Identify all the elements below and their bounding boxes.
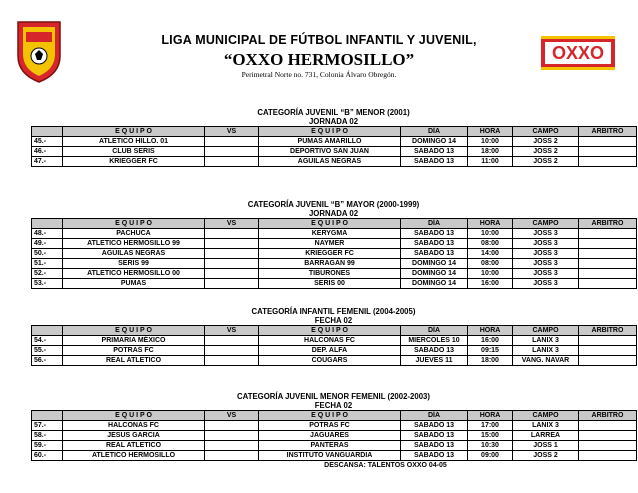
table-header-row [32, 219, 637, 229]
referee [579, 157, 637, 167]
referee [579, 356, 637, 366]
header-cell: E Q U I P O [63, 219, 205, 229]
referee [579, 451, 637, 461]
table-header-row [32, 127, 637, 137]
match-time: 18:00 [468, 147, 513, 157]
category-title: CATEGORÍA INFANTIL FEMENIL (2004-2005) [251, 307, 416, 316]
table-row [32, 259, 637, 269]
match-number: 47.- [32, 157, 63, 167]
match-day: SABADO 13 [401, 147, 468, 157]
rest-team-note: DESCANSA: TALENTOS OXXO 04-05 [324, 462, 447, 469]
match-day: SABADO 13 [401, 451, 468, 461]
rest-spacer [32, 461, 259, 471]
vs-cell [205, 336, 259, 346]
match-time: 16:00 [468, 279, 513, 289]
match-number: 59.- [32, 441, 63, 451]
referee [579, 279, 637, 289]
referee [579, 229, 637, 239]
league-subtitle: “OXXO HERMOSILLO” [223, 50, 415, 69]
category-round: FECHA 02 [314, 401, 353, 410]
header-cell: E Q U I P O [63, 127, 205, 137]
away-team: AGUILAS NEGRAS [259, 157, 401, 167]
match-field: JOSS 3 [513, 269, 579, 279]
table-row [32, 239, 637, 249]
table-row [32, 157, 637, 167]
category-title: CATEGORÍA JUVENIL “B” MAYOR (2000-1999) [247, 200, 420, 209]
match-field: JOSS 3 [513, 279, 579, 289]
home-team: REAL ATLETICO [63, 441, 205, 451]
vs-cell [205, 239, 259, 249]
match-time: 16:00 [468, 336, 513, 346]
referee [579, 239, 637, 249]
match-time: 10:00 [468, 137, 513, 147]
table-row [32, 269, 637, 279]
header-cell [32, 411, 63, 421]
schedule-table [31, 126, 637, 167]
match-field: JOSS 3 [513, 249, 579, 259]
header-cell: DÍA [401, 326, 468, 336]
vs-cell [205, 147, 259, 157]
header-cell: E Q U I P O [63, 411, 205, 421]
match-day: DOMINGO 14 [401, 137, 468, 147]
home-team: SERIS 99 [63, 259, 205, 269]
match-field: LANIX 3 [513, 421, 579, 431]
vs-cell [205, 259, 259, 269]
match-number: 48.- [32, 229, 63, 239]
vs-cell [205, 451, 259, 461]
match-number: 55.- [32, 346, 63, 356]
league-address: Perimetral Norte no. 731, Colonia Álvaro Obregón. [241, 70, 397, 79]
header-cell: ARBITRO [579, 326, 637, 336]
away-team: KRIEGGER FC [259, 249, 401, 259]
rest-spacer [513, 461, 637, 471]
vs-cell [205, 441, 259, 451]
vs-cell [205, 431, 259, 441]
header-cell [32, 127, 63, 137]
category-section [31, 108, 636, 167]
table-row [32, 356, 637, 366]
table-header-row [32, 326, 637, 336]
away-team: POTRAS FC [259, 421, 401, 431]
match-field: LANIX 3 [513, 336, 579, 346]
header-cell: ARBITRO [579, 411, 637, 421]
match-time: 17:00 [468, 421, 513, 431]
header-cell: VS [205, 127, 259, 137]
match-day: JUEVES 11 [401, 356, 468, 366]
vs-cell [205, 269, 259, 279]
match-number: 57.- [32, 421, 63, 431]
match-number: 51.- [32, 259, 63, 269]
match-field: JOSS 3 [513, 239, 579, 249]
match-number: 46.- [32, 147, 63, 157]
match-field: JOSS 2 [513, 157, 579, 167]
header-cell [32, 326, 63, 336]
away-team: KERYGMA [259, 229, 401, 239]
away-team: JAGUARES [259, 431, 401, 441]
match-day: SABADO 13 [401, 441, 468, 451]
match-day: SABADO 13 [401, 249, 468, 259]
header-cell: HORA [468, 127, 513, 137]
vs-cell [205, 346, 259, 356]
schedule-table [31, 325, 637, 366]
header-cell: E Q U I P O [259, 219, 401, 229]
header-cell: E Q U I P O [259, 127, 401, 137]
home-team: HALCONAS FC [63, 421, 205, 431]
match-time: 10:00 [468, 229, 513, 239]
table-row [32, 451, 637, 461]
header-cell: CAMPO [513, 219, 579, 229]
match-number: 53.- [32, 279, 63, 289]
table-row [32, 147, 637, 157]
schedule-table [31, 410, 637, 470]
vs-cell [205, 137, 259, 147]
match-day: SABADO 13 [401, 421, 468, 431]
vs-cell [205, 421, 259, 431]
home-team: ATLETICO HILLO. 01 [63, 137, 205, 147]
home-team: PACHUCA [63, 229, 205, 239]
referee [579, 441, 637, 451]
match-day: SABADO 13 [401, 229, 468, 239]
match-time: 09:15 [468, 346, 513, 356]
match-field: VANG. NAVAR [513, 356, 579, 366]
match-number: 54.- [32, 336, 63, 346]
home-team: REAL ATLETICO [63, 356, 205, 366]
header-cell: E Q U I P O [63, 326, 205, 336]
home-team: KRIEGGER FC [63, 157, 205, 167]
match-day: SABADO 13 [401, 346, 468, 356]
match-time: 10:00 [468, 269, 513, 279]
header-cell: ARBITRO [579, 219, 637, 229]
header-cell: VS [205, 219, 259, 229]
header-cell: DÍA [401, 411, 468, 421]
away-team: COUGARS [259, 356, 401, 366]
match-number: 52.- [32, 269, 63, 279]
match-field: JOSS 2 [513, 147, 579, 157]
match-field: LARREA [513, 431, 579, 441]
header-cell: CAMPO [513, 127, 579, 137]
header-cell: VS [205, 411, 259, 421]
vs-cell [205, 229, 259, 239]
away-team: DEP. ALFA [259, 346, 401, 356]
home-team: ATLETICO HERMOSILLO [63, 451, 205, 461]
header-cell: ARBITRO [579, 127, 637, 137]
table-row [32, 279, 637, 289]
away-team: NAYMER [259, 239, 401, 249]
away-team: PANTERAS [259, 441, 401, 451]
match-number: 50.- [32, 249, 63, 259]
home-team: PUMAS [63, 279, 205, 289]
home-team: AGUILAS NEGRAS [63, 249, 205, 259]
header-cell: CAMPO [513, 326, 579, 336]
home-team: PRIMARIA MÉXICO [63, 336, 205, 346]
home-team: ATLETICO HERMOSILLO 00 [63, 269, 205, 279]
table-row [32, 336, 637, 346]
match-field: JOSS 3 [513, 229, 579, 239]
away-team: SERIS 00 [259, 279, 401, 289]
match-number: 49.- [32, 239, 63, 249]
table-row [32, 137, 637, 147]
category-round: JORNADA 02 [308, 117, 359, 126]
match-field: JOSS 1 [513, 441, 579, 451]
referee [579, 137, 637, 147]
match-number: 58.- [32, 431, 63, 441]
away-team: BARRAGAN 99 [259, 259, 401, 269]
category-title: CATEGORÍA JUVENIL “B” MENOR (2001) [257, 108, 410, 117]
header-cell: E Q U I P O [259, 326, 401, 336]
away-team: INSTITUTO VANGUARDIA [259, 451, 401, 461]
table-row [32, 249, 637, 259]
header-cell: DÍA [401, 127, 468, 137]
match-number: 60.- [32, 451, 63, 461]
home-team: CLUB SERIS [63, 147, 205, 157]
match-day: SABADO 13 [401, 239, 468, 249]
oxxo-logo-text: OXXO [551, 43, 605, 63]
table-row [32, 441, 637, 451]
category-section [31, 307, 636, 366]
away-team: TIBURONES [259, 269, 401, 279]
vs-cell [205, 356, 259, 366]
referee [579, 259, 637, 269]
referee [579, 249, 637, 259]
match-day: SABADO 13 [401, 157, 468, 167]
vs-cell [205, 157, 259, 167]
vs-cell [205, 279, 259, 289]
referee [579, 147, 637, 157]
home-team: ATLETICO HERMOSILLO 99 [63, 239, 205, 249]
header-cell: CAMPO [513, 411, 579, 421]
away-team: HALCONAS FC [259, 336, 401, 346]
home-team: JESUS GARCIA [63, 431, 205, 441]
match-time: 11:00 [468, 157, 513, 167]
category-title: CATEGORÍA JUVENIL MENOR FEMENIL (2002-2003) [237, 392, 430, 401]
match-time: 18:00 [468, 356, 513, 366]
oxxo-logo [541, 36, 615, 70]
match-day: DOMINGO 14 [401, 269, 468, 279]
match-field: LANIX 3 [513, 346, 579, 356]
match-time: 08:00 [468, 239, 513, 249]
header-cell: E Q U I P O [259, 411, 401, 421]
match-day: DOMINGO 14 [401, 279, 468, 289]
away-team: PUMAS AMARILLO [259, 137, 401, 147]
match-time: 08:00 [468, 259, 513, 269]
match-number: 45.- [32, 137, 63, 147]
table-header-row [32, 411, 637, 421]
match-time: 09:00 [468, 451, 513, 461]
home-team: POTRAS FC [63, 346, 205, 356]
header-cell: DÍA [401, 219, 468, 229]
header-cell: VS [205, 326, 259, 336]
vs-cell [205, 249, 259, 259]
category-section [31, 392, 636, 470]
category-section [31, 200, 636, 289]
match-day: SABADO 13 [401, 431, 468, 441]
league-title: LIGA MUNICIPAL DE FÚTBOL INFANTIL Y JUVENIL, [161, 33, 477, 47]
match-time: 14:00 [468, 249, 513, 259]
referee [579, 269, 637, 279]
match-number: 56.- [32, 356, 63, 366]
referee [579, 431, 637, 441]
table-row [32, 431, 637, 441]
match-day: DOMINGO 14 [401, 259, 468, 269]
match-time: 10:30 [468, 441, 513, 451]
rest-row [32, 461, 637, 471]
match-day: MIERCOLES 10 [401, 336, 468, 346]
schedule-table [31, 218, 637, 289]
match-field: JOSS 3 [513, 259, 579, 269]
header-cell: HORA [468, 219, 513, 229]
category-round: FECHA 02 [314, 316, 353, 325]
table-row [32, 346, 637, 356]
category-round: JORNADA 02 [308, 209, 359, 218]
away-team: DEPORTIVO SAN JUAN [259, 147, 401, 157]
header-cell [32, 219, 63, 229]
match-field: JOSS 2 [513, 137, 579, 147]
match-time: 15:00 [468, 431, 513, 441]
referee [579, 421, 637, 431]
header-cell: HORA [468, 411, 513, 421]
header-cell: HORA [468, 326, 513, 336]
table-row [32, 229, 637, 239]
referee [579, 336, 637, 346]
table-row [32, 421, 637, 431]
referee [579, 346, 637, 356]
match-field: JOSS 2 [513, 451, 579, 461]
